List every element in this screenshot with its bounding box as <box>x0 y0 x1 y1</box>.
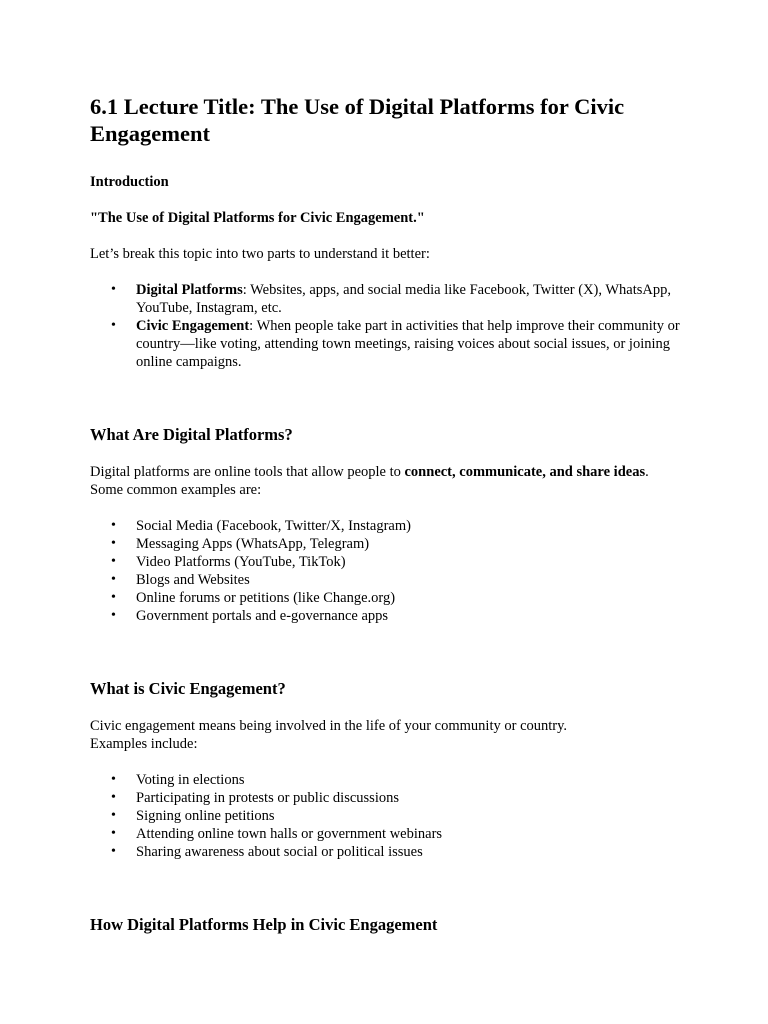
list-item-text: Government portals and e-governance apps <box>136 608 389 624</box>
list-item-text: Voting in elections <box>136 772 245 788</box>
bullet-icon: • <box>111 536 116 551</box>
list-item <box>90 281 690 317</box>
list-item <box>90 789 690 807</box>
list-item <box>90 553 690 571</box>
paragraph-text: Examples include: <box>90 736 198 752</box>
paragraph-bold-text: connect, communicate, and share ideas <box>404 464 646 480</box>
section-heading-digital-platforms: What Are Digital Platforms? <box>90 425 293 444</box>
term-definition: : Websites, apps, and social media like Facebook, Twitter (X), WhatsApp, YouTube, Instagram, etc. <box>136 282 672 316</box>
list-item-text: Messaging Apps (WhatsApp, Telegram) <box>136 536 370 552</box>
term-definition: : When people take part in activities that help improve their community or country—like voting, attending town meetings, raising voices about social issues, or joining online campaigns. <box>136 318 680 370</box>
list-item-text: Video Platforms (YouTube, TikTok) <box>136 554 346 570</box>
bullet-icon: • <box>111 790 116 805</box>
list-item <box>90 607 690 625</box>
bullet-icon: • <box>111 590 116 605</box>
civic-engagement-paragraph <box>90 717 690 753</box>
civic-engagement-list <box>90 771 690 861</box>
list-item <box>90 807 690 825</box>
lecture-title: 6.1 Lecture Title: The Use of Digital Platforms for Civic Engagement <box>90 94 625 146</box>
bullet-icon: • <box>111 572 116 587</box>
bullet-icon: • <box>111 318 116 333</box>
list-item <box>90 571 690 589</box>
list-item <box>90 843 690 861</box>
list-item-text: Participating in protests or public discussions <box>136 790 399 806</box>
bullet-icon: • <box>111 826 116 841</box>
list-item-text: Signing online petitions <box>136 808 275 824</box>
term-civic-engagement: Civic Engagement <box>136 318 250 334</box>
list-item <box>90 589 690 607</box>
list-item-text: Sharing awareness about social or political issues <box>136 844 423 860</box>
breakdown-list <box>90 281 690 371</box>
introduction-heading: Introduction <box>90 174 169 190</box>
topic-quote: "The Use of Digital Platforms for Civic Engagement." <box>90 210 425 226</box>
document-body <box>90 93 690 953</box>
list-item-text: Online forums or petitions (like Change.org) <box>136 590 396 606</box>
bullet-icon: • <box>111 772 116 787</box>
list-item-text: Social Media (Facebook, Twitter/X, Instagram) <box>136 518 411 534</box>
digital-platforms-list <box>90 517 690 625</box>
bullet-icon: • <box>111 808 116 823</box>
section-heading-civic-engagement: What is Civic Engagement? <box>90 679 286 698</box>
paragraph-text: Civic engagement means being involved in the life of your community or country. <box>90 718 568 734</box>
bullet-icon: • <box>111 518 116 533</box>
list-item <box>90 317 690 371</box>
paragraph-text: . <box>645 464 649 480</box>
bullet-icon: • <box>111 608 116 623</box>
digital-platforms-paragraph <box>90 463 690 499</box>
bullet-icon: • <box>111 844 116 859</box>
bullet-icon: • <box>111 554 116 569</box>
list-item <box>90 771 690 789</box>
term-digital-platforms: Digital Platforms <box>136 282 243 298</box>
paragraph-text: Digital platforms are online tools that allow people to <box>90 464 405 480</box>
breakdown-paragraph: Let’s break this topic into two parts to understand it better: <box>90 246 430 262</box>
list-item-text: Attending online town halls or government webinars <box>136 826 443 842</box>
list-item <box>90 517 690 535</box>
paragraph-text: Some common examples are: <box>90 482 262 498</box>
section-heading-how-platforms-help: How Digital Platforms Help in Civic Engagement <box>90 915 438 934</box>
bullet-icon: • <box>111 282 116 297</box>
list-item-text: Blogs and Websites <box>136 572 250 588</box>
list-item <box>90 535 690 553</box>
list-item <box>90 825 690 843</box>
